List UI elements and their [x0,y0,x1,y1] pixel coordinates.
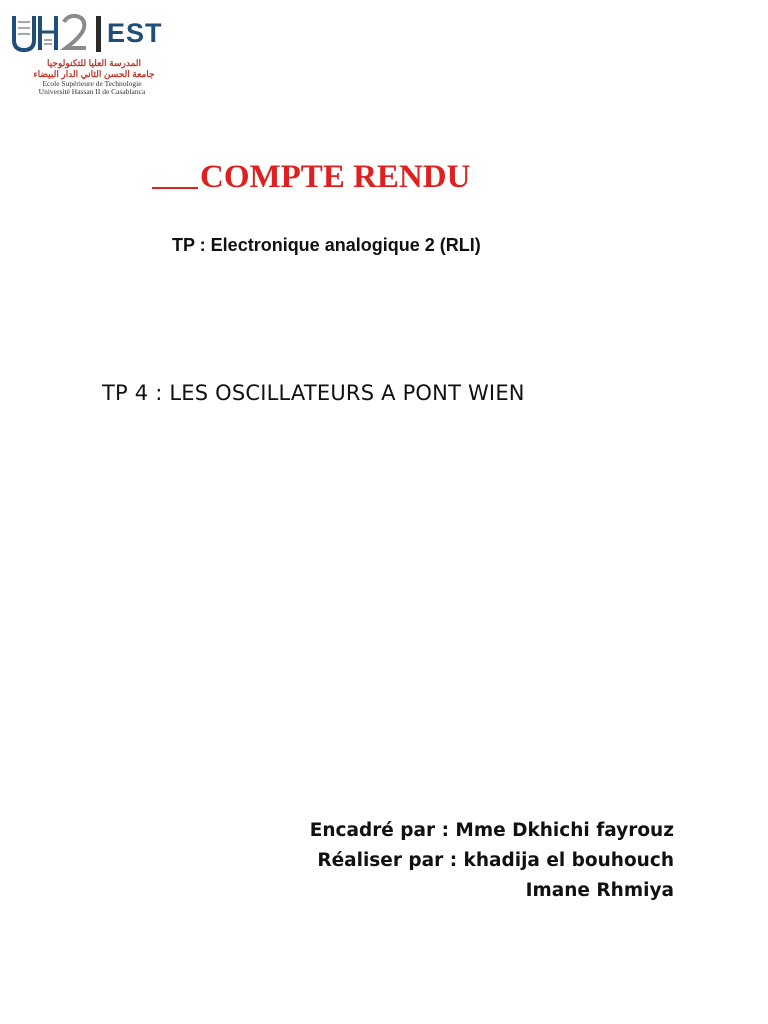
logo-french-school-name: Ecole Supérieure de Technologie [42,79,142,88]
logo-arabic-school-name: المدرسة العليا للتكنولوجيا [46,58,142,68]
logo-acronym: EST [107,18,163,48]
supervisor-line: Encadré par : Mme Dkhichi fayrouz [309,820,674,841]
university-emblem-icon [10,12,90,54]
credits-block [310,816,674,906]
school-logo [10,12,180,94]
report-title: COMPTE RENDU [200,159,471,195]
logo-french-university-name: Université Hassan II de Casablanca [38,87,146,96]
course-subtitle: TP : Electronique analogique 2 (RLI) [172,235,481,255]
author-line: Réaliser par : khadija el bouhouch [317,850,674,871]
logo-separator [96,16,101,52]
second-author-line: Imane Rhmiya [525,880,674,901]
lab-title: TP 4 : LES OSCILLATEURS A PONT WIEN [102,381,525,405]
title-underline-decoration [152,187,198,189]
logo-arabic-university-name: جامعة الحسن الثاني الدار البيضاء [33,69,155,79]
